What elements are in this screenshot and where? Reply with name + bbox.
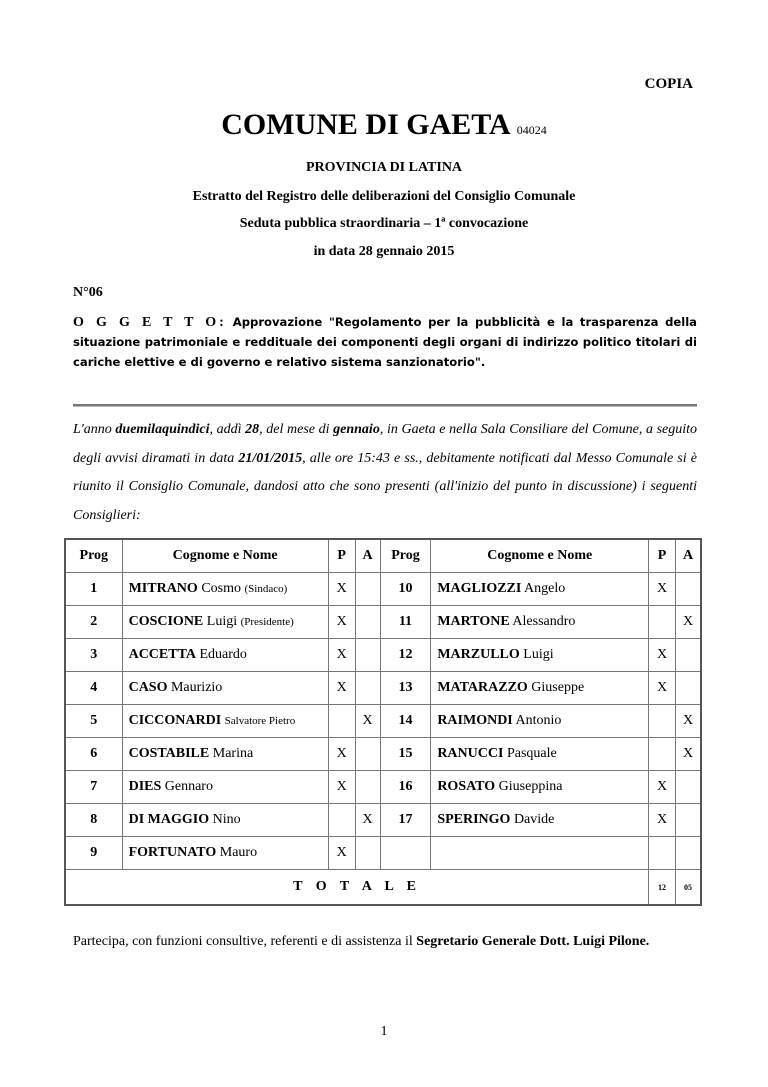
- councillor-surname: RAIMONDI: [437, 713, 513, 728]
- councillor-surname: ACCETTA: [128, 647, 196, 662]
- absent-mark: X: [362, 812, 373, 827]
- councillor-first-name: Eduardo: [196, 647, 247, 662]
- session-date: in data 28 gennaio 2015: [313, 244, 455, 259]
- present-mark: X: [336, 581, 347, 596]
- present-mark: X: [336, 845, 347, 860]
- absent-mark: X: [682, 746, 694, 761]
- councillor-surname: MATARAZZO: [437, 680, 528, 695]
- table-row: [65, 639, 701, 672]
- councillor-surname: MARTONE: [437, 614, 510, 629]
- present-mark: X: [336, 779, 347, 794]
- councillor-surname: MITRANO: [128, 581, 198, 596]
- present-mark: X: [336, 746, 347, 761]
- table-row: [65, 804, 701, 837]
- councillor-surname: CICCONARDI: [128, 713, 222, 728]
- councillor-note: (Presidente): [240, 616, 294, 628]
- prog-number: 4: [90, 680, 98, 695]
- province: PROVINCIA DI LATINA: [305, 160, 463, 175]
- copy-label: COPIA: [644, 76, 693, 92]
- councillor-first-name: Antonio: [512, 713, 562, 728]
- prog-number: 9: [90, 845, 98, 860]
- deliberation-subject: [73, 312, 697, 372]
- table-row: [65, 672, 701, 705]
- deliberation-number: N°06: [73, 285, 103, 300]
- register-title: Estratto del Registro delle deliberazioni del Consiglio Comunale: [192, 189, 576, 204]
- councillor-first-name: Pasquale: [503, 746, 557, 761]
- councillor-first-name: Luigi: [203, 614, 241, 629]
- prog-number: 6: [90, 746, 98, 761]
- attendance-table: [64, 538, 702, 906]
- table-header-row: [65, 539, 701, 573]
- councillor-surname: SPERINGO: [437, 812, 511, 827]
- present-mark: X: [336, 614, 347, 629]
- councillor-first-name: Davide: [510, 812, 555, 827]
- absent-mark: X: [362, 713, 373, 728]
- header-present: P: [328, 539, 355, 573]
- table-row: [65, 837, 701, 870]
- prog-number: 17: [398, 812, 413, 827]
- separator-rule: [73, 404, 697, 407]
- header-absent: A: [676, 539, 702, 573]
- present-mark: X: [656, 680, 668, 695]
- prog-number: 11: [398, 614, 413, 629]
- participation-text: Partecipa, con funzioni consultive, referenti e di assistenza il: [73, 934, 417, 949]
- councillor-first-name: Gennaro: [161, 779, 213, 794]
- table-row: [65, 771, 701, 804]
- table-row: [65, 705, 701, 738]
- prog-number: 13: [398, 680, 413, 695]
- prog-number: 8: [90, 812, 98, 827]
- header-prog: Prog: [65, 539, 122, 573]
- councillor-surname: ROSATO: [437, 779, 496, 794]
- councillor-surname: DI MAGGIO: [128, 812, 210, 827]
- councillor-first-name: Marina: [209, 746, 254, 761]
- councillor-surname: FORTUNATO: [128, 845, 217, 860]
- subject-text: Approvazione "Regolamento per la pubblicità e la trasparenza della situazione patrimoniale e reddituale dei componenti degli organi di indirizzo politico titolari di cariche elettive e di governo e relativo sistema sanzionatorio".: [73, 315, 697, 369]
- prog-number: 14: [398, 713, 413, 728]
- present-mark: X: [656, 581, 668, 596]
- prog-number: 15: [398, 746, 413, 761]
- prog-number: 1: [90, 581, 98, 596]
- total-row: [65, 870, 701, 906]
- councillor-surname: COSCIONE: [128, 614, 204, 629]
- present-mark: X: [656, 647, 668, 662]
- councillor-surname: RANUCCI: [437, 746, 504, 761]
- table-row: [65, 738, 701, 771]
- table-row: [65, 606, 701, 639]
- absent-mark: X: [682, 614, 694, 629]
- intro-text: , alle ore 15:43 e ss., debitamente notificati dal Messo Comunale si è riunito il Consiglio Comunale, dandosi atto che sono presenti (all'inizio del punto in discussione) i seguenti Consiglieri:: [73, 450, 698, 523]
- intro-text: L'anno: [73, 422, 116, 437]
- councillor-first-name: Giuseppina: [495, 779, 563, 794]
- councillor-surname: MAGLIOZZI: [437, 581, 522, 596]
- prog-number: 5: [90, 713, 98, 728]
- intro-paragraph: [73, 416, 697, 530]
- session-type: Seduta pubblica straordinaria – 1ª convocazione: [239, 216, 529, 231]
- prog-number: 7: [90, 779, 98, 794]
- councillor-first-name: Maurizio: [167, 680, 223, 695]
- intro-text: , in Gaeta e nella Sala Consiliare del Comune, a seguito degli avvisi diramati in data: [73, 422, 698, 466]
- intro-month: gennaio: [333, 422, 380, 437]
- prog-number: 12: [398, 647, 413, 662]
- councillor-first-name: Mauro: [216, 845, 258, 860]
- header-name: Cognome e Nome: [122, 539, 328, 573]
- header-absent: A: [355, 539, 380, 573]
- intro-day: 28: [245, 422, 260, 437]
- total-present: 12: [649, 870, 676, 906]
- present-mark: X: [336, 680, 347, 695]
- table-row: [65, 573, 701, 606]
- total-absent: 05: [676, 870, 702, 906]
- total-label: T O T A L E: [65, 870, 649, 906]
- header-name: Cognome e Nome: [431, 539, 649, 573]
- prog-number: 2: [90, 614, 98, 629]
- prog-number: 10: [398, 581, 413, 596]
- prog-number: 3: [90, 647, 98, 662]
- councillor-first-name: Giuseppe: [527, 680, 585, 695]
- municipality-name: COMUNE DI GAETA: [221, 108, 511, 141]
- councillor-first-name: Alessandro: [509, 614, 576, 629]
- absent-mark: X: [682, 713, 694, 728]
- intro-text: , del mese di: [259, 422, 334, 437]
- page-number: 1: [380, 1024, 388, 1039]
- councillor-surname: COSTABILE: [128, 746, 210, 761]
- header-prog: Prog: [380, 539, 431, 573]
- councillor-surname: CASO: [128, 680, 168, 695]
- councillor-note: Salvatore Pietro: [224, 715, 296, 727]
- councillor-note: (Sindaco): [244, 583, 288, 595]
- councillor-surname: MARZULLO: [437, 647, 520, 662]
- present-mark: X: [336, 647, 347, 662]
- councillor-surname: DIES: [128, 779, 162, 794]
- header-present: P: [649, 539, 676, 573]
- postal-code: 04024: [516, 123, 547, 137]
- councillor-first-name: Luigi: [519, 647, 554, 662]
- subject-label: O G G E T T O:: [73, 315, 227, 330]
- councillor-first-name: Angelo: [521, 581, 566, 596]
- municipality-title: [0, 108, 768, 142]
- present-mark: X: [656, 812, 668, 827]
- participation-paragraph: [73, 932, 697, 952]
- intro-text: , addì: [209, 422, 246, 437]
- secretary-name: Segretario Generale Dott. Luigi Pilone.: [416, 934, 650, 949]
- prog-number: 16: [398, 779, 413, 794]
- intro-notice-date: 21/01/2015: [238, 450, 303, 466]
- intro-year: duemilaquindici: [115, 422, 210, 437]
- councillor-first-name: Cosmo: [197, 581, 245, 596]
- councillor-first-name: Nino: [209, 812, 241, 827]
- present-mark: X: [656, 779, 668, 794]
